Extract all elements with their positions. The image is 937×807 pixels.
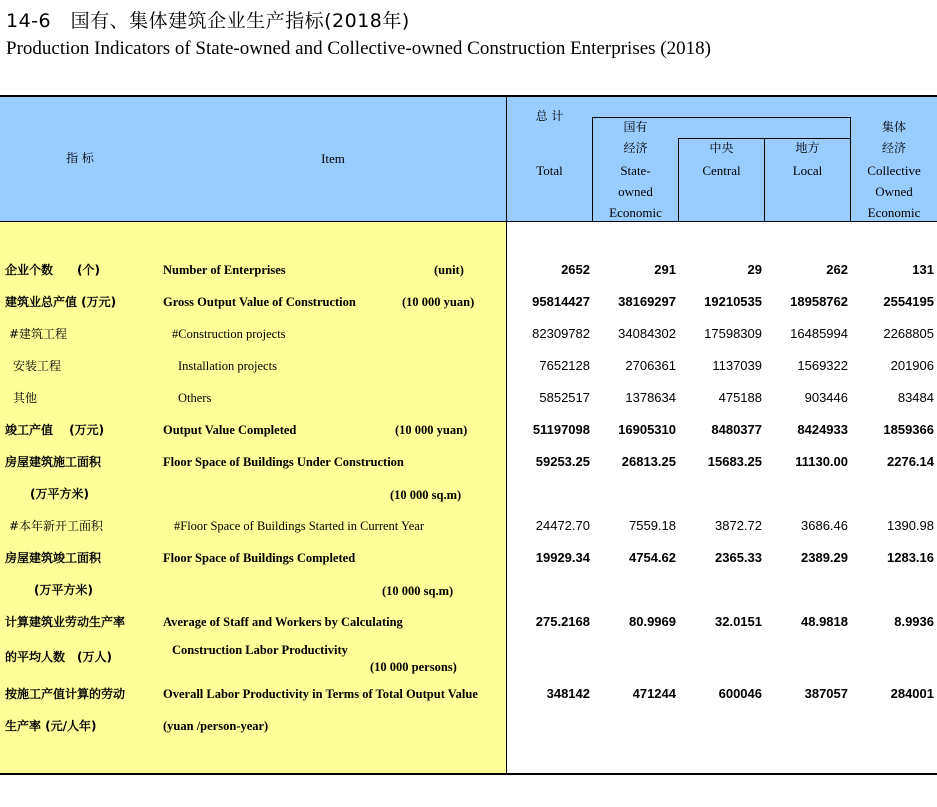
table-row xyxy=(0,291,937,313)
row-label-cn: #建筑工程 xyxy=(9,327,68,341)
value-state: 471244 xyxy=(632,686,676,701)
indicator-table xyxy=(0,95,937,775)
value-central: 3872.72 xyxy=(715,518,762,533)
row-label-en: Installation projects xyxy=(178,359,277,373)
row-label-cn: 房屋建筑施工面积 xyxy=(5,455,102,469)
value-state: 16905310 xyxy=(618,422,676,437)
header-item-en: Item xyxy=(321,151,345,166)
header-item-cn: 指 标 xyxy=(66,151,94,165)
header-state-en2: owned xyxy=(618,184,653,199)
row-label-cn: (万平方米) xyxy=(34,583,93,597)
row-label-en: Number of Enterprises xyxy=(163,263,286,277)
row-label-en: #Floor Space of Buildings Started in Current Year xyxy=(174,519,424,533)
row-label-en: Output Value Completed xyxy=(163,423,297,437)
row-label-en: Floor Space of Buildings Under Construction xyxy=(163,455,404,469)
row-unit: (10 000 persons) xyxy=(370,660,457,674)
row-unit: (10 000 yuan) xyxy=(395,423,468,437)
value-state: 1378634 xyxy=(625,390,676,405)
value-total: 51197098 xyxy=(532,422,590,437)
table-row xyxy=(0,387,937,409)
row-unit: (10 000 sq.m) xyxy=(390,488,462,502)
table-row xyxy=(0,451,937,473)
header-central-cn: 中央 xyxy=(709,141,734,155)
row-label-cn: 生产率 (元/人年) xyxy=(5,719,97,733)
value-total: 2652 xyxy=(561,262,590,277)
page-title-cn: 14-6 国有、集体建筑企业生产指标(2018年) xyxy=(6,10,410,32)
row-label-en: Floor Space of Buildings Completed xyxy=(163,551,356,565)
row-unit: (10 000 yuan) xyxy=(402,295,475,309)
value-collective: 201906 xyxy=(890,358,934,373)
row-label-en: #Construction projects xyxy=(172,327,286,341)
header-coll-cn2: 经济 xyxy=(881,141,906,155)
header-state-en1: State- xyxy=(620,163,651,178)
value-total: 95814427 xyxy=(532,294,590,309)
value-local: 11130.00 xyxy=(795,454,848,469)
header-rule xyxy=(0,221,937,222)
value-state: 34084302 xyxy=(618,326,676,341)
row-label-cn: 企业个数 (个) xyxy=(5,263,100,277)
row-label-cn: 计算建筑业劳动生产率 xyxy=(5,615,126,629)
header-local-en: Local xyxy=(792,163,823,178)
row-label-cn: 竣工产值 (万元) xyxy=(5,423,105,437)
table-row xyxy=(0,259,937,281)
header-coll-en1: Collective xyxy=(867,163,921,178)
value-local: 262 xyxy=(826,262,848,277)
value-central: 15683.25 xyxy=(707,454,762,469)
value-total: 19929.34 xyxy=(535,550,590,565)
value-collective: 131 xyxy=(912,262,934,277)
value-total: 5852517 xyxy=(539,390,590,405)
table-row xyxy=(0,355,937,377)
value-state: 4754.62 xyxy=(629,550,676,565)
value-central: 29 xyxy=(747,262,762,277)
header-total-cn: 总 计 xyxy=(535,109,564,123)
row-label-en: Construction Labor Productivity xyxy=(172,643,348,657)
value-collective: 1283.16 xyxy=(887,550,934,565)
value-local: 18958762 xyxy=(790,294,848,309)
table-row xyxy=(0,323,937,345)
header-state-cn1: 国有 xyxy=(623,120,648,134)
header-central-en: Central xyxy=(702,163,741,178)
row-label-cn: #本年新开工面积 xyxy=(9,519,104,533)
value-state: 38169297 xyxy=(618,294,676,309)
table-row xyxy=(0,643,937,674)
row-label-cn: 建筑业总产值 (万元) xyxy=(5,295,117,309)
header-coll-en3: Economic xyxy=(867,205,921,220)
value-collective: 284001 xyxy=(890,686,934,701)
value-local: 16485994 xyxy=(790,326,848,341)
table-row xyxy=(0,515,937,537)
header-local-cn: 地方 xyxy=(795,141,820,155)
table-row xyxy=(0,683,937,705)
value-local: 387057 xyxy=(804,686,848,701)
header-total-en: Total xyxy=(536,163,563,178)
value-collective: 1859366 xyxy=(883,422,934,437)
value-local: 1569322 xyxy=(797,358,848,373)
row-label-en: Gross Output Value of Construction xyxy=(163,295,356,309)
value-central: 1137039 xyxy=(712,358,762,373)
row-label-cn: 安装工程 xyxy=(13,359,62,373)
header-coll-en2: Owned xyxy=(875,184,913,199)
table-row xyxy=(0,483,937,505)
row-label-en: (yuan /person-year) xyxy=(163,719,269,733)
value-total: 348142 xyxy=(546,686,590,701)
value-collective: 2268805 xyxy=(883,326,934,341)
value-central: 19210535 xyxy=(704,294,762,309)
table-row xyxy=(0,579,937,601)
row-label-cn: 其他 xyxy=(13,391,38,405)
value-central: 2365.33 xyxy=(715,550,762,565)
value-collective: 8.9936 xyxy=(894,614,934,629)
row-label-cn: 按施工产值计算的劳动 xyxy=(5,687,126,701)
row-label-cn: (万平方米) xyxy=(30,487,89,501)
value-central: 600046 xyxy=(718,686,762,701)
header-coll-cn1: 集体 xyxy=(881,120,906,134)
value-local: 903446 xyxy=(804,390,848,405)
table-row xyxy=(0,547,937,569)
table-row xyxy=(0,419,937,441)
value-collective: 83484 xyxy=(897,390,934,405)
value-state: 80.9969 xyxy=(629,614,676,629)
page-title-en: Production Indicators of State-owned and Collective-owned Construction Enterprises (2018) xyxy=(6,38,711,59)
value-total: 275.2168 xyxy=(535,614,590,629)
value-collective: 2554195 xyxy=(883,294,934,309)
row-unit: (unit) xyxy=(434,263,464,277)
row-label-en: Overall Labor Productivity in Terms of Total Output Value xyxy=(163,687,478,701)
value-central: 17598309 xyxy=(704,326,762,341)
top-rule xyxy=(0,95,937,97)
value-central: 8480377 xyxy=(711,422,762,437)
value-state: 7559.18 xyxy=(629,518,676,533)
bottom-rule xyxy=(0,773,937,775)
value-local: 2389.29 xyxy=(801,550,848,565)
value-state: 26813.25 xyxy=(621,454,676,469)
value-local: 48.9818 xyxy=(801,614,848,629)
value-collective: 2276.14 xyxy=(887,454,934,469)
row-label-cn: 房屋建筑竣工面积 xyxy=(5,551,102,565)
header-state-cn2: 经济 xyxy=(623,141,648,155)
value-total: 7652128 xyxy=(539,358,590,373)
value-total: 24472.70 xyxy=(535,518,590,533)
row-label-en: Average of Staff and Workers by Calculating xyxy=(163,615,403,629)
value-central: 32.0151 xyxy=(715,614,762,629)
table-row xyxy=(0,611,937,633)
value-central: 475188 xyxy=(718,390,762,405)
value-total: 82309782 xyxy=(532,326,590,341)
row-label-en: Others xyxy=(178,391,212,405)
row-unit: (10 000 sq.m) xyxy=(382,584,454,598)
value-collective: 1390.98 xyxy=(887,518,934,533)
row-label-cn: 的平均人数 (万人) xyxy=(5,650,112,664)
value-local: 3686.46 xyxy=(801,518,848,533)
header-state-en3: Economic xyxy=(609,205,662,220)
value-local: 8424933 xyxy=(797,422,848,437)
table-row xyxy=(0,715,937,737)
value-total: 59253.25 xyxy=(535,454,590,469)
value-state: 2706361 xyxy=(625,358,676,373)
value-state: 291 xyxy=(654,262,676,277)
